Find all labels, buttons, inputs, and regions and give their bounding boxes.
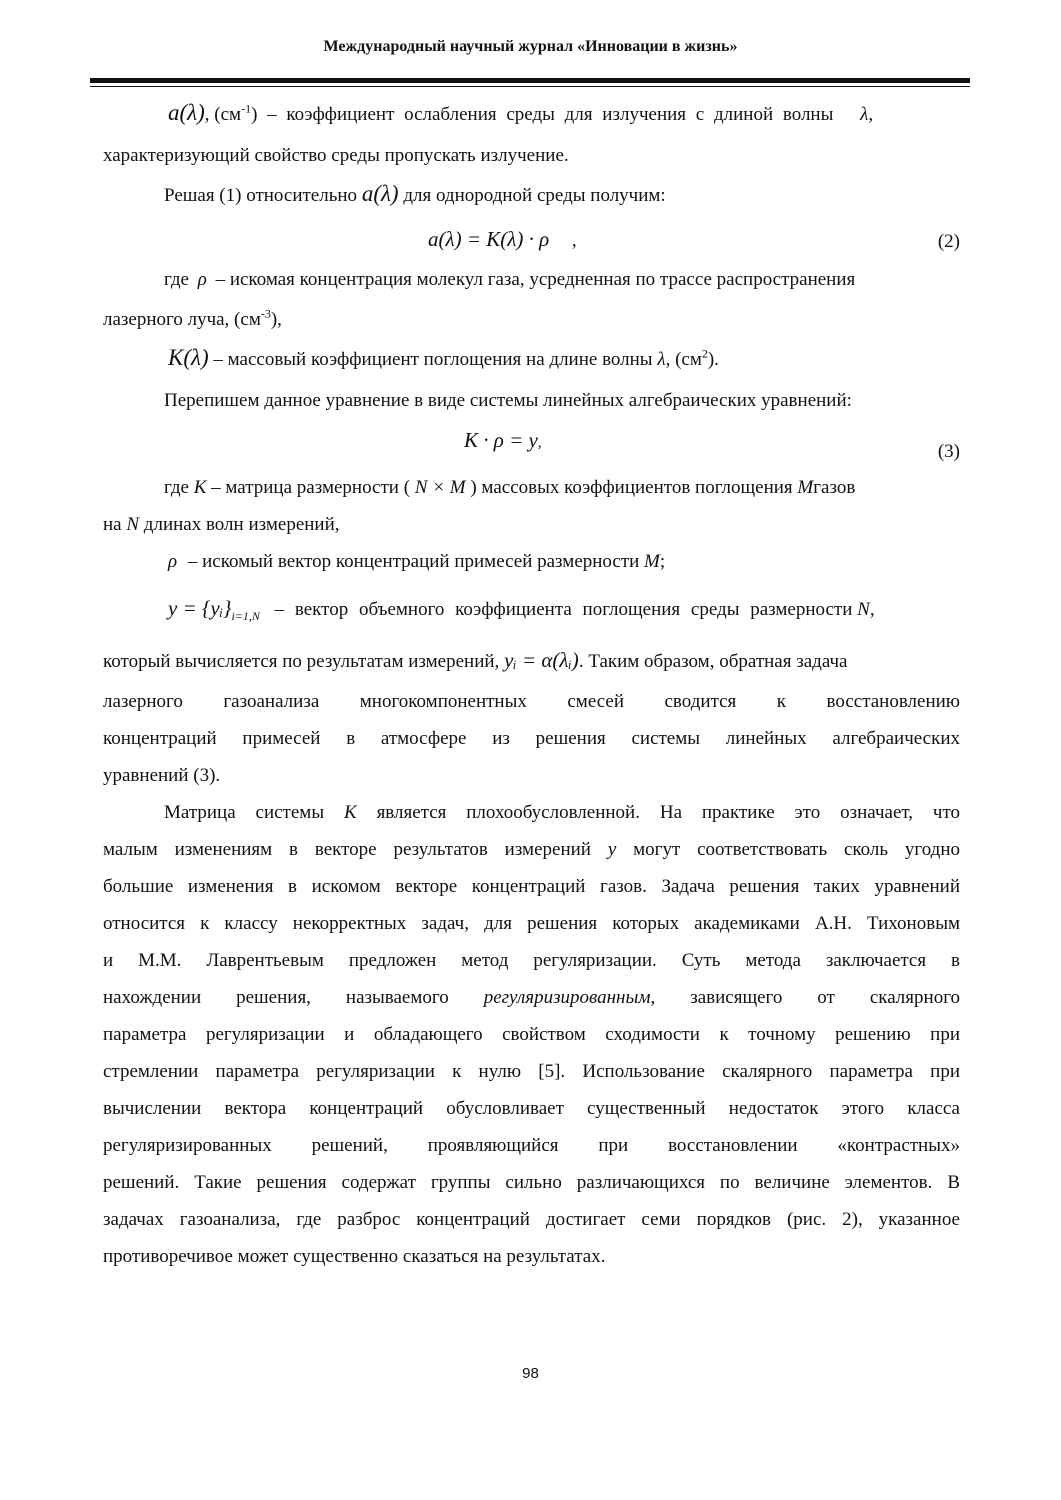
- paragraph-9-line-2: лазерного газоанализа многокомпонентных смесей сводится к восстановлению: [103, 691, 960, 712]
- paragraph-10-line-3: большие изменения в искомом векторе концентраций газов. Задача решения таких уравнений: [103, 876, 960, 897]
- paragraph-10-line-4: относится к классу некорректных задач, для решения которых академиками А.Н. Тихоновым: [103, 913, 960, 934]
- paragraph-3-line-1: где ρ – искомая концентрация молекул газа, усредненная по трассе распространения: [164, 269, 856, 290]
- paragraph-10-line-12: задачах газоанализа, где разброс концентраций достигает семи порядков (рис. 2), указанное: [103, 1209, 960, 1230]
- paragraph-10-line-5: и М.М. Лаврентьевым предложен метод регуляризации. Суть метода заключается в: [103, 950, 960, 971]
- math-y-set: y = {yᵢ}: [168, 596, 232, 620]
- paragraph-2: Решая (1) относительно a(λ) для однородной среды получим:: [164, 181, 666, 206]
- math-a-lambda: a(λ): [361, 181, 399, 206]
- paragraph-9-line-1: который вычисляется по результатам измерений, yᵢ = α(λᵢ). Таким образом, обратная задача: [103, 648, 848, 672]
- equation-3-number: (3): [937, 441, 960, 462]
- paragraph-8: $y = \{yᵢ\}_{i=1,N}$ – вектор объемного коэффициента поглощения среды размерности N,: [168, 596, 875, 623]
- math-a-lambda: a(λ): [168, 100, 205, 125]
- paragraph-10-line-13: противоречивое может существенно сказаться на результатах.: [103, 1246, 606, 1267]
- paragraph-6-line-2: на N длинах волн измерений,: [103, 514, 340, 535]
- paragraph-10-line-10: регуляризированных решений, проявляющийся при восстановлении «контрастных»: [103, 1135, 960, 1156]
- paragraph-1-line-1: a(λ), $(см^{-1})$ – коэффициент ослабления среды для излучения с длиной волны λ,: [168, 100, 874, 125]
- equation-3: K · ρ = y,: [464, 428, 542, 452]
- paragraph-10-line-1: Матрица системы K является плохообусловленной. На практике это означает, что: [164, 802, 961, 823]
- paragraph-10-line-8: стремлении параметра регуляризации к нулю [5]. Использование скалярного параметра при: [103, 1061, 960, 1082]
- paragraph-10-line-7: параметра регуляризации и обладающего свойством сходимости к точному решению при: [103, 1024, 960, 1045]
- equation-2-number: (2): [937, 231, 960, 252]
- paragraph-9-line-3: концентраций примесей в атмосфере из решения системы линейных алгебраических: [103, 728, 960, 749]
- paragraph-10-line-9: вычислении вектора концентраций обусловливает существенный недостаток этого класса: [103, 1098, 960, 1119]
- header-rule-thin: [90, 86, 970, 87]
- paragraph-3-line-2: лазерного луча, $(см^{-3})$,: [103, 306, 282, 330]
- header-rule-thick: [90, 78, 970, 83]
- math-rho: ρ: [197, 269, 207, 290]
- equation-2: a(λ) = K(λ) · ρ ,: [428, 227, 577, 251]
- math-lambda: λ: [860, 104, 869, 125]
- paragraph-9-line-4: уравнений (3).: [103, 765, 221, 786]
- math-yi-eq: yᵢ = α(λᵢ): [504, 648, 579, 672]
- paragraph-10-line-2: малым изменениям в векторе результатов измерений y могут соответствовать сколь угодно: [103, 839, 961, 860]
- math-K-lambda: K(λ): [168, 345, 209, 370]
- paragraph-4: K(λ) – массовый коэффициент поглощения на длине волны λ, $(см^2)$.: [168, 345, 719, 370]
- page-number: 98: [522, 1365, 539, 1382]
- paragraph-10-line-6: нахождении решения, называемого регуляризированным, зависящего от скалярного: [103, 987, 961, 1008]
- math-N-times-M: N × M: [414, 477, 466, 498]
- journal-header: Международный научный журнал «Инновации в жизнь»: [323, 38, 738, 55]
- italic-term: регуляризированным: [483, 987, 651, 1008]
- math-lambda: λ: [657, 349, 666, 370]
- paragraph-5: Перепишем данное уравнение в виде системы линейных алгебраических уравнений:: [164, 390, 852, 411]
- paragraph-1-line-2: характеризующий свойство среды пропускать излучение.: [103, 145, 569, 166]
- math-rho: ρ: [168, 551, 178, 572]
- paragraph-7: ρ – искомый вектор концентраций примесей размерности M;: [168, 551, 666, 572]
- paragraph-6-line-1: где K – матрица размерности ( N × M ) массовых коэффициентов поглощения Mгазов: [164, 477, 856, 498]
- paragraph-10-line-11: решений. Такие решения содержат группы сильно различающихся по величине элементов. В: [103, 1172, 960, 1193]
